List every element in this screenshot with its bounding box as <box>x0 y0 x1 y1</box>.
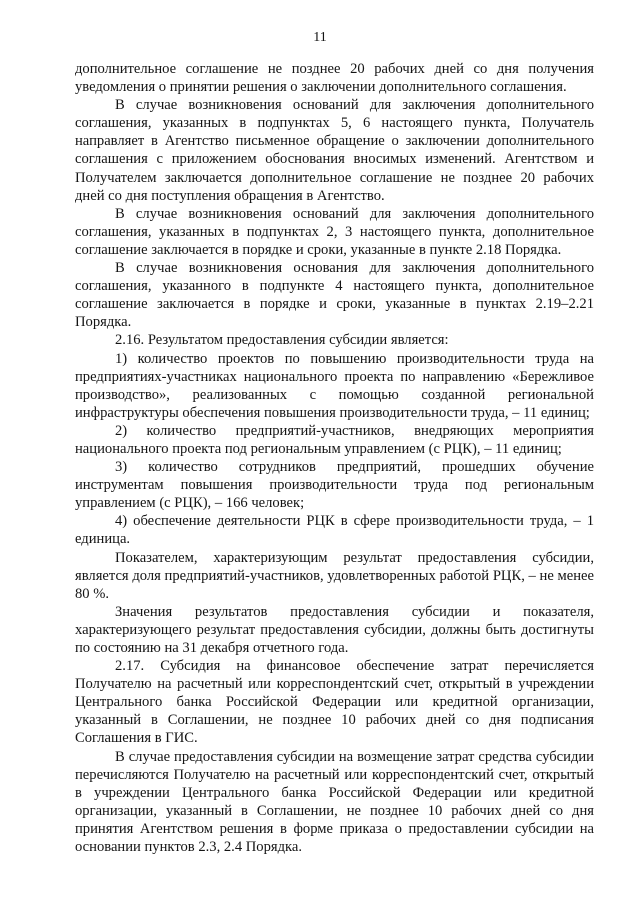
document-body <box>75 60 594 856</box>
paragraph-continuation: дополнительное соглашение не позднее 20 рабочих дней со дня получения уведомления о принятии решения о заключении дополнительного соглашения. <box>75 61 594 96</box>
clause-2-17-transfer: 2.17. Субсидия на финансовое обеспечение затрат перечисляется Получателю на расчетный или корреспондентский счет, открытый в учреждении Центрального банка Российской Федерации или кредитной организации, указанный в Соглашении, не позднее 10 рабочих дней со дня подписания Соглашения в ГИС. <box>75 658 594 747</box>
clause-2-16-heading: 2.16. Результатом предоставления субсидии является: <box>115 332 449 349</box>
list-item-4-rck: 4) обеспечение деятельности РЦК в сфере производительности труда, – 1 единица. <box>75 513 594 548</box>
list-item-1-projects: 1) количество проектов по повышению производительности труда на предприятиях-участниках национального проекта по направлению «Бережливое производство», реализованных с помощью созданной региональной инфраструктуры обеспечения повышения производительности труда, – 11 единиц; <box>75 350 594 421</box>
paragraph-values-deadline: Значения результатов предоставления субсидии и показателя, характеризующего результат предоставления субсидии, должны быть достигнуты по состоянию на 31 декабря отчетного года. <box>75 603 594 656</box>
paragraph-additional-agreement-2-3: В случае возникновения оснований для заключения дополнительного соглашения, указанных в подпунктах 2, 3 настоящего пункта, дополнительное соглашение заключается в порядке и сроки, указанные в пункте 2.18 Порядка. <box>75 205 594 258</box>
paragraph-additional-agreement-4: В случае возникновения основания для заключения дополнительного соглашения, указанного в подпункте 4 настоящего пункта, дополнительное соглашение заключается в порядке и сроки, указанные в пунктах 2.19–2.21 Порядка. <box>75 260 594 331</box>
paragraph-indicator: Показателем, характеризующим результат предоставления субсидии, является доля предприятий-участников, удовлетворенных работой РЦК, – не менее 80 %. <box>75 549 594 602</box>
page-number: 11 <box>313 30 327 45</box>
paragraph-additional-agreement-5-6: В случае возникновения оснований для заключения дополнительного соглашения, указанных в подпунктах 5, 6 настоящего пункта, Получатель направляет в Агентство письменное обращение о заключении дополнительного соглашения с приложением обоснования вносимых изменений. Агентством и Получателем заключается дополнительное соглашение не позднее 20 рабочих дней со дня поступления обращения в Агентство. <box>75 97 594 204</box>
list-item-3-employees: 3) количество сотрудников предприятий, прошедших обучение инструментам повышения производительности труда под региональным управлением (с РЦК), – 166 человек; <box>75 459 594 512</box>
paragraph-reimbursement-transfer: В случае предоставления субсидии на возмещение затрат средства субсидии перечисляются Получателю на расчетный или корреспондентский счет, открытый в учреждении Центрального банка Российской Федерации или кредитной организации, указанный в Соглашении, не позднее 10 рабочих дней со дня принятия Агентством решения в форме приказа о предоставлении субсидии на основании пунктов 2.3, 2.4 Порядка. <box>75 748 594 856</box>
list-item-2-enterprises: 2) количество предприятий-участников, внедряющих мероприятия национального проекта под региональным управлением (с РЦК), – 11 единиц; <box>75 422 594 457</box>
